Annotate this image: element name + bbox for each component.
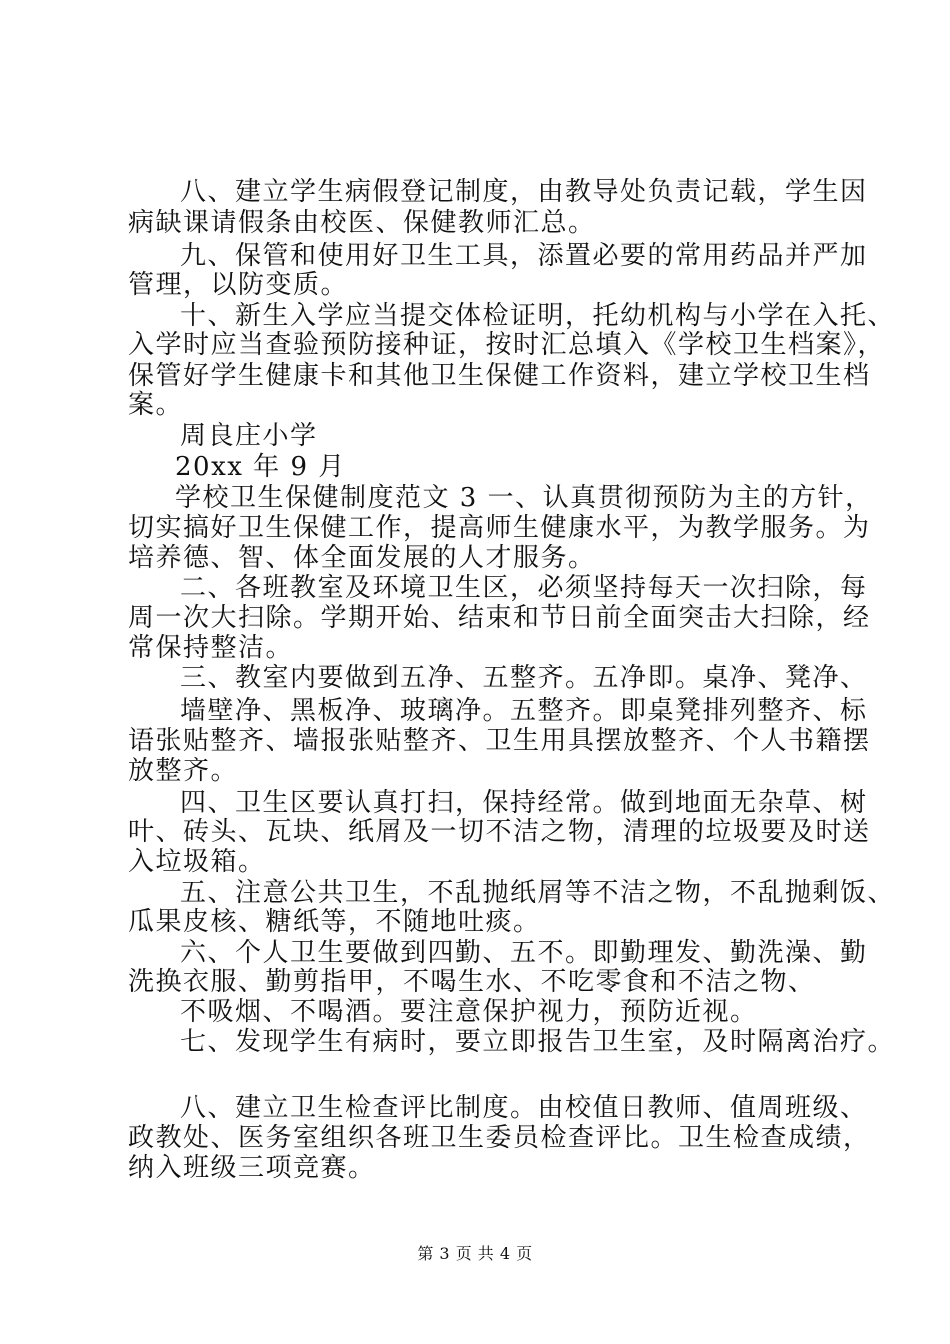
paragraph-line: 五、注意公共卫生，不乱抛纸屑等不洁之物，不乱抛剩饭、 bbox=[180, 878, 896, 908]
paragraph-line: 纳入班级三项竞赛。 bbox=[128, 1153, 376, 1183]
paragraph-line: 六、个人卫生要做到四勤、五不。即勤理发、勤洗澡、勤 bbox=[180, 938, 868, 968]
paragraph-line: 洗换衣服、勤剪指甲，不喝生水、不吃零食和不洁之物、 bbox=[128, 967, 816, 997]
paragraph-line: 二、各班教室及环境卫生区，必须坚持每天一次扫除，每 bbox=[180, 573, 868, 603]
paragraph-line: 学校卫生保健制度范文 3 一、认真贯彻预防为主的方针， bbox=[175, 483, 873, 513]
paragraph-line: 病缺课请假条由校医、保健教师汇总。 bbox=[128, 208, 596, 238]
paragraph-line: 八、建立卫生检查评比制度。由校值日教师、值周班级、 bbox=[180, 1093, 868, 1123]
paragraph-line: 四、卫生区要认真打扫，保持经常。做到地面无杂草、树 bbox=[180, 788, 868, 818]
paragraph-line: 不吸烟、不喝酒。要注意保护视力，预防近视。 bbox=[180, 997, 758, 1027]
paragraph-line: 语张贴整齐、墙报张贴整齐、卫生用具摆放整齐、个人书籍摆 bbox=[128, 726, 871, 756]
signature-school: 周良庄小学 bbox=[180, 421, 318, 451]
paragraph-line: 七、发现学生有病时，要立即报告卫生室，及时隔离治疗。 bbox=[180, 1027, 896, 1057]
paragraph-line: 培养德、智、体全面发展的人才服务。 bbox=[128, 543, 596, 573]
paragraph-line: 周一次大扫除。学期开始、结束和节日前全面突击大扫除，经 bbox=[128, 603, 871, 633]
paragraph-line: 切实搞好卫生保健工作，提高师生健康水平，为教学服务。为 bbox=[128, 513, 871, 543]
paragraph-line: 案。 bbox=[128, 390, 184, 420]
paragraph-line: 八、建立学生病假登记制度，由教导处负责记载，学生因 bbox=[180, 177, 868, 207]
paragraph-line: 管理，以防变质。 bbox=[128, 270, 349, 300]
paragraph-line: 入垃圾箱。 bbox=[128, 847, 266, 877]
paragraph-line: 政教处、医务室组织各班卫生委员检查评比。卫生检查成绩， bbox=[128, 1123, 871, 1153]
paragraph-line: 常保持整洁。 bbox=[128, 633, 294, 663]
paragraph-line: 瓜果皮核、糖纸等，不随地吐痰。 bbox=[128, 907, 541, 937]
paragraph-line: 九、保管和使用好卫生工具，添置必要的常用药品并严加 bbox=[180, 241, 868, 271]
paragraph-line: 入学时应当查验预防接种证，按时汇总填入《学校卫生档案》， bbox=[128, 330, 886, 360]
paragraph-line: 放整齐。 bbox=[128, 756, 239, 786]
paragraph-line: 十、新生入学应当提交体检证明，托幼机构与小学在入托、 bbox=[180, 301, 896, 331]
page-footer: 第 3 页 共 4 页 bbox=[417, 1244, 533, 1263]
paragraph-line: 墙壁净、黑板净、玻璃净。五整齐。即桌凳排列整齐、标 bbox=[180, 696, 868, 726]
signature-date: 20xx 年 9 月 bbox=[175, 452, 346, 482]
paragraph-line: 保管好学生健康卡和其他卫生保健工作资料，建立学校卫生档 bbox=[128, 361, 871, 391]
paragraph-line: 叶、砖头、瓦块、纸屑及一切不洁之物，清理的垃圾要及时送 bbox=[128, 817, 871, 847]
paragraph-line: 三、教室内要做到五净、五整齐。五净即。桌净、凳净、 bbox=[180, 663, 868, 693]
